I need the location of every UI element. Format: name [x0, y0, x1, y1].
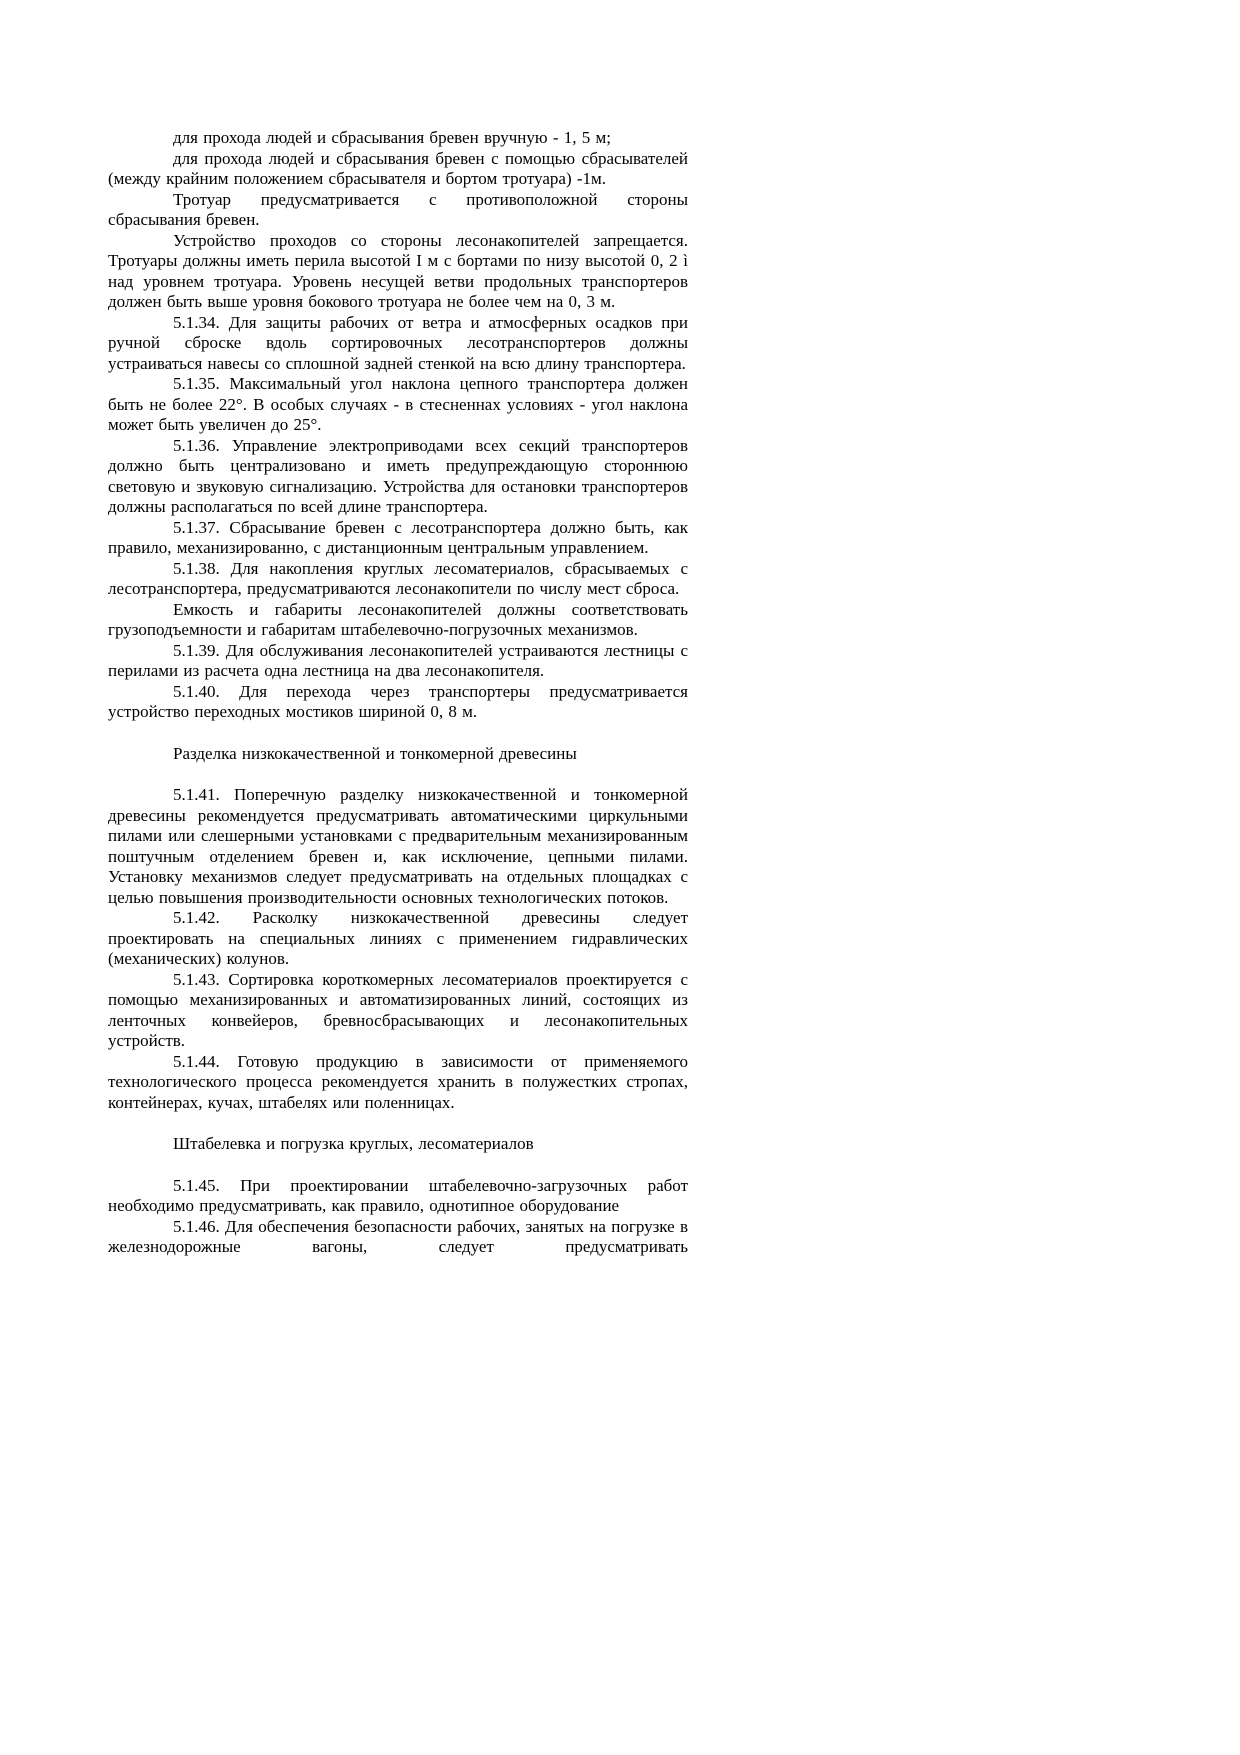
paragraph: 5.1.46. Для обеспечения безопасности рабочих, занятых на погрузке в железнодорожные вагоны, следует предусматривать — [108, 1216, 688, 1256]
paragraph: 5.1.36. Управление электроприводами всех секций транспортеров должно быть централизовано и иметь предупреждающую стороннюю световую и звуковую сигнализацию. Устройства для остановки транспортеров должны располагаться по всей длине транспортера. — [108, 435, 688, 516]
paragraph: для прохода людей и сбрасывания бревен с помощью сбрасывателей (между крайним положением сбрасывателя и бортом тротуара) -1м. — [108, 148, 688, 188]
paragraph: 5.1.44. Готовую продукцию в зависимости от применяемого технологического процесса рекомендуется хранить в полужестких стропах, контейнерах, кучах, штабелях или поленницах. — [108, 1051, 688, 1112]
paragraph: 5.1.37. Сбрасывание бревен с лесотранспортера должно быть, как правило, механизированно, с дистанционным центральным управлением. — [108, 517, 688, 557]
paragraph: 5.1.41. Поперечную разделку низкокачественной и тонкомерной древесины рекомендуется предусматривать автоматическими циркульными пилами или слешерными установками с предварительным механизированным поштучным отделением бревен и, как исключение, цепными пилами. Установку механизмов следует предусматривать на отдельных площадках с целью повышения производительности основных технологических потоков. — [108, 785, 688, 907]
document-text-block — [108, 128, 688, 1258]
paragraph: 5.1.39. Для обслуживания лесонакопителей устраиваются лестницы с перилами из расчета одна лестница на два лесонакопителя. — [108, 640, 688, 680]
paragraph: Тротуар предусматривается с противоположной стороны сбрасывания бревен. — [108, 189, 688, 229]
paragraph: 5.1.35. Максимальный угол наклона цепного транспортера должен быть не более 22°. В особых случаях - в стесненнах условиях - угол наклона может быть увеличен до 25°. — [108, 374, 688, 434]
paragraph: Устройство проходов со стороны лесонакопителей запрещается. Тротуары должны иметь перила высотой I м с бортами по низу высотой 0, 2 ì над уровнем тротуара. Уровень несущей ветви продольных транспортеров должен быть выше уровня бокового тротуара не более чем на 0, 3 м. — [108, 230, 688, 311]
paragraph: 5.1.34. Для защиты рабочих от ветра и атмосферных осадков при ручной сброске вдоль сортировочных лесотранспортеров должны устраиваться навесы со сплошной задней стенкой на всю длину транспортера. — [108, 312, 688, 373]
section-heading: Штабелевка и погрузка круглых, лесоматериалов — [173, 1134, 534, 1153]
paragraph: 5.1.42. Расколку низкокачественной древесины следует проектировать на специальных линиях с применением гидравлических (механических) колунов. — [108, 908, 688, 968]
paragraph: для прохода людей и сбрасывания бревен вручную - 1, 5 м; — [173, 128, 611, 147]
paragraph: 5.1.45. При проектировании штабелевочно-загрузочных работ необходимо предусматривать, как правило, однотипное оборудование — [108, 1175, 688, 1215]
paragraph: 5.1.40. Для перехода через транспортеры предусматривается устройство переходных мостиков шириной 0, 8 м. — [108, 681, 688, 721]
paragraph: Емкость и габариты лесонакопителей должны соответствовать грузоподъемности и габаритам штабелевочно-погрузочных механизмов. — [108, 599, 688, 639]
section-heading: Разделка низкокачественной и тонкомерной древесины — [173, 743, 577, 763]
paragraph: 5.1.43. Сортировка короткомерных лесоматериалов проектируется с помощью механизированных и автоматизированных линий, состоящих из ленточных конвейеров, бревносбрасывающих и лесонакопительных устройств. — [108, 969, 688, 1050]
paragraph: 5.1.38. Для накопления круглых лесоматериалов, сбрасываемых с лесотранспортера, предусматриваются лесонакопители по числу мест сброса. — [108, 558, 688, 598]
